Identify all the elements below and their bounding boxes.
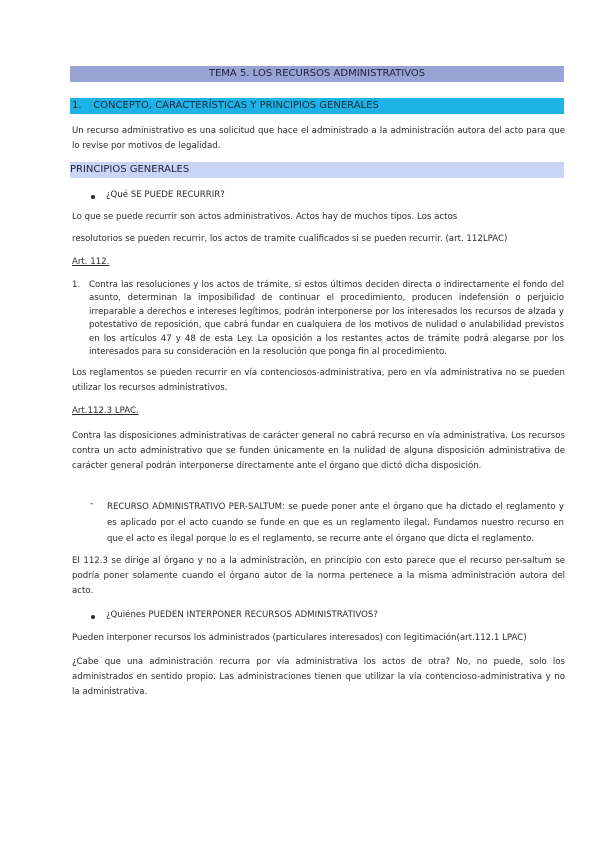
paragraph-reglamentos: Los reglamentos se pueden recurrir en vía contenciosos-administrativa, pero en vía administrativa no se pueden utilizar los recursos administrativos. — [72, 368, 565, 393]
intro-paragraph: Un recurso administrativo es una solicitud que hace el administrado a la administración autora del acto para que lo revise por motivos de legalidad. — [72, 126, 565, 151]
paragraph-resolutorios: resolutorios se pueden recurrir, los actos de tramite cualificados si se pueden recurrir. (art. 112LPAC) — [72, 234, 508, 244]
article-quote: Contra las resoluciones y los actos de trámite, si estos últimos deciden directa o indirectamente el fondo del asunto, determinan la imposibilidad de continuar el procedimiento, producen indefensión o perjuicio irreparable a derechos e intereses legítimos, podrán interponerse por los interesados los recursos de alzada y potestativo de reposición, que cabrá fundar en cualquiera de los motivos de nulidad o anulabilidad previstos en los artículos 47 y 48 de esta Ley. La oposición a los restantes actos de trámite podrá alegarse por los interesados para su consideración en la resolución que ponga fin al procedimiento. — [89, 280, 564, 358]
list-number: 1. — [72, 280, 81, 290]
section-heading — [70, 98, 564, 114]
article-reference: Art. 112. — [72, 257, 110, 267]
paragraph-disposiciones: Contra las disposiciones administrativas de carácter general no cabrá recurso en vía administrativa. Los recursos contra un acto administrativo que se funden únicamente en la nulidad de alguna disposición administrativa de carácter general podrán interponerse directamente ante el órgano que dictó dicha disposición. — [72, 431, 565, 471]
subsection-heading: PRINCIPIOS GENERALES — [70, 162, 564, 178]
section-number: 1. — [72, 100, 82, 111]
dash-marker: - — [90, 499, 94, 509]
bullet-icon — [91, 615, 95, 619]
paragraph-actos: Lo que se puede recurrir son actos administrativos. Actos hay de muchos tipos. Los actos — [72, 212, 458, 222]
paragraph-112-3: El 112.3 se dirige al órgano y no a la administración, en principio con esto parece que el recurso per-saltum se podría poner solamente cuando el órgano autor de la norma pertenece a la misma administración autora del acto. — [72, 556, 565, 596]
per-saltum-item: RECURSO ADMINISTRATIVO PER-SALTUM: se puede poner ante el órgano que ha dictado el reglamento y es aplicado por el acto cuando se funde en que es un reglamento ilegal. Fundamos nuestro recurso en que el acto es ilegal porque lo es el reglamento, se recurre ante el órgano que dicta el reglamento. — [107, 502, 564, 544]
question-recurrir: ¿Qué SE PUEDE RECURRIR? — [106, 190, 225, 200]
article-reference: Art.112.3 LPAC. — [72, 406, 139, 416]
paragraph-legitimacion: Pueden interponer recursos los administrados (particulares interesados) con legitimación(art.112.1 LPAC) — [72, 633, 527, 643]
document-title: TEMA 5. LOS RECURSOS ADMINISTRATIVOS — [70, 66, 564, 82]
section-title: CONCEPTO, CARACTERÍSTICAS Y PRINCIPIOS GENERALES — [93, 100, 379, 111]
question-interponer: ¿Quiénes PUEDEN INTERPONER RECURSOS ADMINISTRATIVOS? — [106, 610, 378, 620]
paragraph-administracion: ¿Cabe que una administración recurra por vía administrativa los actos de otra? No, no puede, solo los administrados en sentido propio. Las administraciones tienen que utilizar la vía contencioso-administrativa y no la administrativa. — [72, 657, 565, 697]
bullet-icon — [91, 195, 95, 199]
